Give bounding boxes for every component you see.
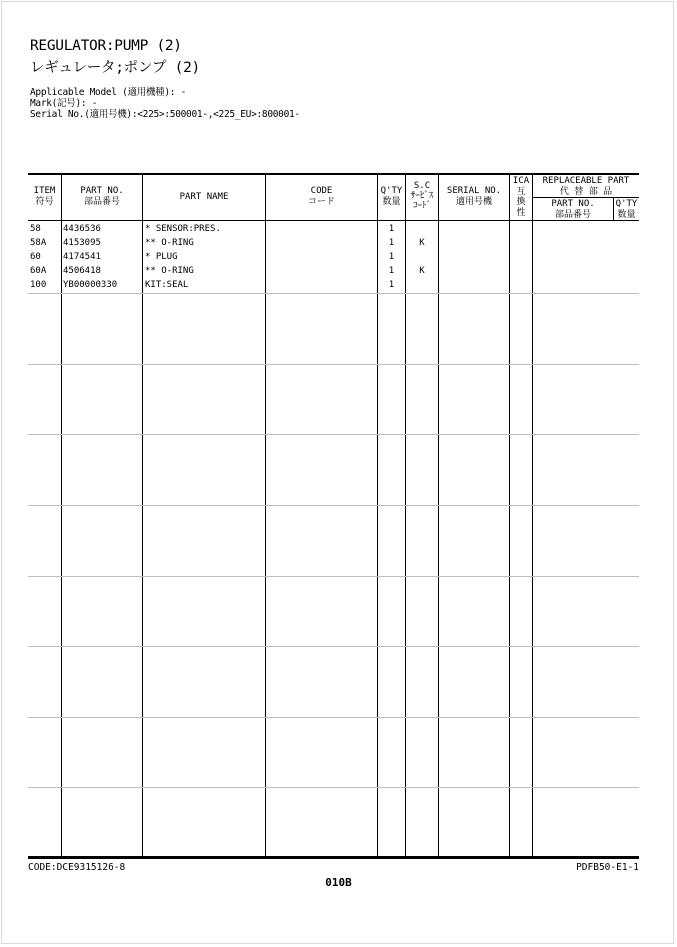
replaceable-sub-rule	[533, 197, 639, 198]
column-divider	[61, 175, 62, 857]
header-repl-part-no-en: PART NO.	[551, 199, 595, 209]
row-group-rule	[28, 646, 639, 647]
serial-number: Serial No.(適用号機):<225>:500001-,<225_EU>:800001-	[30, 109, 300, 120]
header-replaceable-part	[533, 176, 639, 197]
title-english: REGULATOR:PUMP (2)	[30, 38, 182, 54]
row-group-rule	[28, 434, 639, 435]
footer-code: CODE:DCE9315126-8	[28, 862, 126, 873]
header-ica-ja2: 換	[516, 197, 526, 207]
header-replaceable-ja: 代 替 部 品	[559, 186, 613, 197]
row-qty: 1	[388, 280, 395, 290]
applicable-model: Applicable Model (適用機種): -	[30, 87, 187, 98]
header-ica-ja3: 性	[516, 207, 526, 218]
header-replaceable-en: REPLACEABLE PART	[542, 176, 630, 186]
row-group-rule	[28, 364, 639, 365]
header-repl-qty	[614, 199, 639, 220]
row-part-no: 4153095	[63, 238, 101, 248]
row-group-rule	[28, 293, 639, 294]
row-qty: 1	[388, 266, 395, 276]
header-item-en: ITEM	[33, 186, 56, 196]
page-border	[1, 1, 674, 944]
header-ica	[510, 176, 532, 218]
row-group-rule	[28, 717, 639, 718]
row-part-name: ** O-RING	[145, 266, 194, 276]
header-sc-service: ｻｰﾋﾞｽ	[410, 191, 434, 201]
header-repl-part-no	[533, 199, 613, 220]
row-service-code: K	[419, 266, 425, 276]
row-part-name: KIT:SEAL	[145, 280, 189, 290]
header-code	[266, 186, 377, 207]
header-part-name: PART NAME	[179, 192, 229, 202]
row-item: 58	[30, 224, 41, 234]
row-item: 60A	[30, 266, 47, 276]
header-service-code	[406, 181, 438, 211]
column-divider	[438, 175, 439, 857]
footer-pdf-code: PDFB50-E1-1	[576, 862, 639, 873]
header-qty-ja: 数量	[382, 196, 401, 207]
table-bottom-rule	[28, 856, 639, 859]
header-serial-ja: 適用号機	[455, 196, 492, 207]
row-part-name: * PLUG	[145, 252, 178, 262]
row-part-no: 4506418	[63, 266, 101, 276]
header-qty-en: Q'TY	[380, 186, 403, 196]
row-part-no: 4436536	[63, 224, 101, 234]
header-code-ja: コード	[307, 196, 335, 207]
header-part-no-en: PART NO.	[80, 186, 124, 196]
column-divider	[532, 175, 533, 857]
mark: Mark(記号): -	[30, 98, 98, 109]
row-part-name: * SENSOR:PRES.	[145, 224, 221, 234]
header-ica-en: ICA	[512, 176, 530, 186]
header-repl-part-no-ja: 部品番号	[554, 209, 591, 220]
table-top-rule	[28, 173, 639, 175]
table-header-rule	[28, 220, 639, 221]
header-repl-qty-ja: 数量	[617, 209, 636, 220]
row-service-code: K	[419, 238, 425, 248]
row-item: 100	[30, 280, 47, 290]
header-qty	[378, 186, 405, 207]
column-divider	[265, 175, 266, 857]
row-group-rule	[28, 505, 639, 506]
row-qty: 1	[388, 252, 395, 262]
header-serial-en: SERIAL NO.	[446, 186, 502, 196]
row-group-rule	[28, 787, 639, 788]
row-part-name: ** O-RING	[145, 238, 194, 248]
title-japanese: レギュレータ;ポンプ (2)	[30, 60, 200, 76]
row-item: 60	[30, 252, 41, 262]
header-repl-qty-en: Q'TY	[615, 199, 638, 209]
header-serial-no	[439, 186, 509, 207]
header-item-ja: 符号	[35, 196, 54, 207]
header-code-en: CODE	[310, 186, 333, 196]
row-qty: 1	[388, 238, 395, 248]
header-item	[28, 186, 61, 207]
header-sc-code: ｺｰﾄﾞ	[412, 201, 431, 211]
row-group-rule	[28, 576, 639, 577]
header-part-no-ja: 部品番号	[83, 196, 120, 207]
header-part-no	[62, 186, 142, 207]
row-part-no: 4174541	[63, 252, 101, 262]
row-item: 58A	[30, 238, 47, 248]
column-divider	[142, 175, 143, 857]
page-number: 010B	[325, 876, 352, 889]
row-part-no: YB00000330	[63, 280, 118, 290]
row-qty: 1	[388, 224, 395, 234]
column-divider	[509, 175, 510, 857]
header-ica-ja1: 互	[516, 186, 526, 197]
header-sc-en: S.C	[413, 181, 431, 191]
